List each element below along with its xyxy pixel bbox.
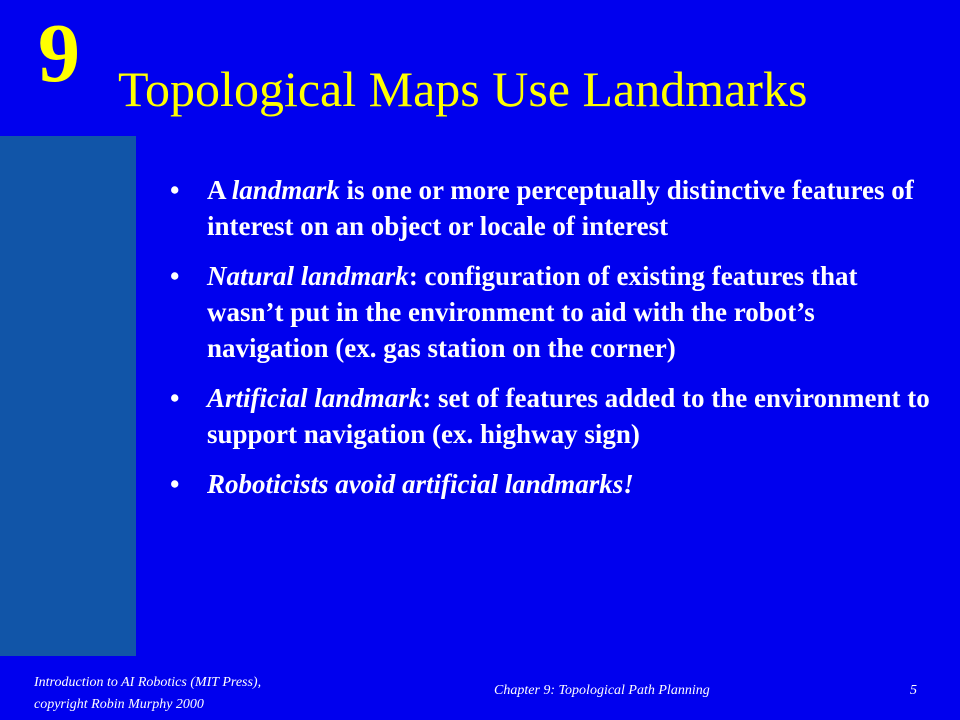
bullet-text: A — [207, 175, 232, 205]
bullet-icon: • — [170, 383, 180, 413]
bullet-text: is one or more perceptually distinctive features of interest on an object or locale of interest — [207, 175, 914, 241]
bullet-item-natural-landmark — [170, 258, 940, 366]
bullet-term: Natural landmark — [207, 261, 409, 291]
bullet-text: Roboticists avoid artificial landmarks! — [207, 469, 634, 499]
page-number: 5 — [910, 683, 917, 698]
bullet-text: : configuration of existing features that wasn’t put in the environment to aid with the robot’s navigation (ex. gas station on the corner) — [207, 261, 858, 363]
bullet-item-roboticists-avoid — [170, 466, 940, 502]
bullet-term: Artificial landmark — [207, 383, 423, 413]
bullet-term: landmark — [231, 175, 340, 205]
chapter-number: 9 — [38, 7, 80, 100]
bullet-text: : set of features added to the environment to support navigation (ex. highway sign) — [207, 383, 930, 449]
footer-chapter: Chapter 9: Topological Path Planning — [494, 683, 710, 698]
bullet-icon: • — [170, 175, 180, 205]
footer-line-2: copyright Robin Murphy 2000 — [34, 697, 204, 712]
side-bar — [0, 136, 136, 656]
slide-title: Topological Maps Use Landmarks — [118, 61, 808, 117]
bullet-item-landmark — [170, 172, 940, 244]
bullet-icon: • — [170, 469, 180, 499]
bullet-item-artificial-landmark — [170, 380, 940, 452]
footer-line-1: Introduction to AI Robotics (MIT Press), — [34, 675, 262, 690]
footer-copyright — [34, 672, 261, 716]
bullet-icon: • — [170, 261, 180, 291]
bullet-list — [170, 172, 940, 516]
